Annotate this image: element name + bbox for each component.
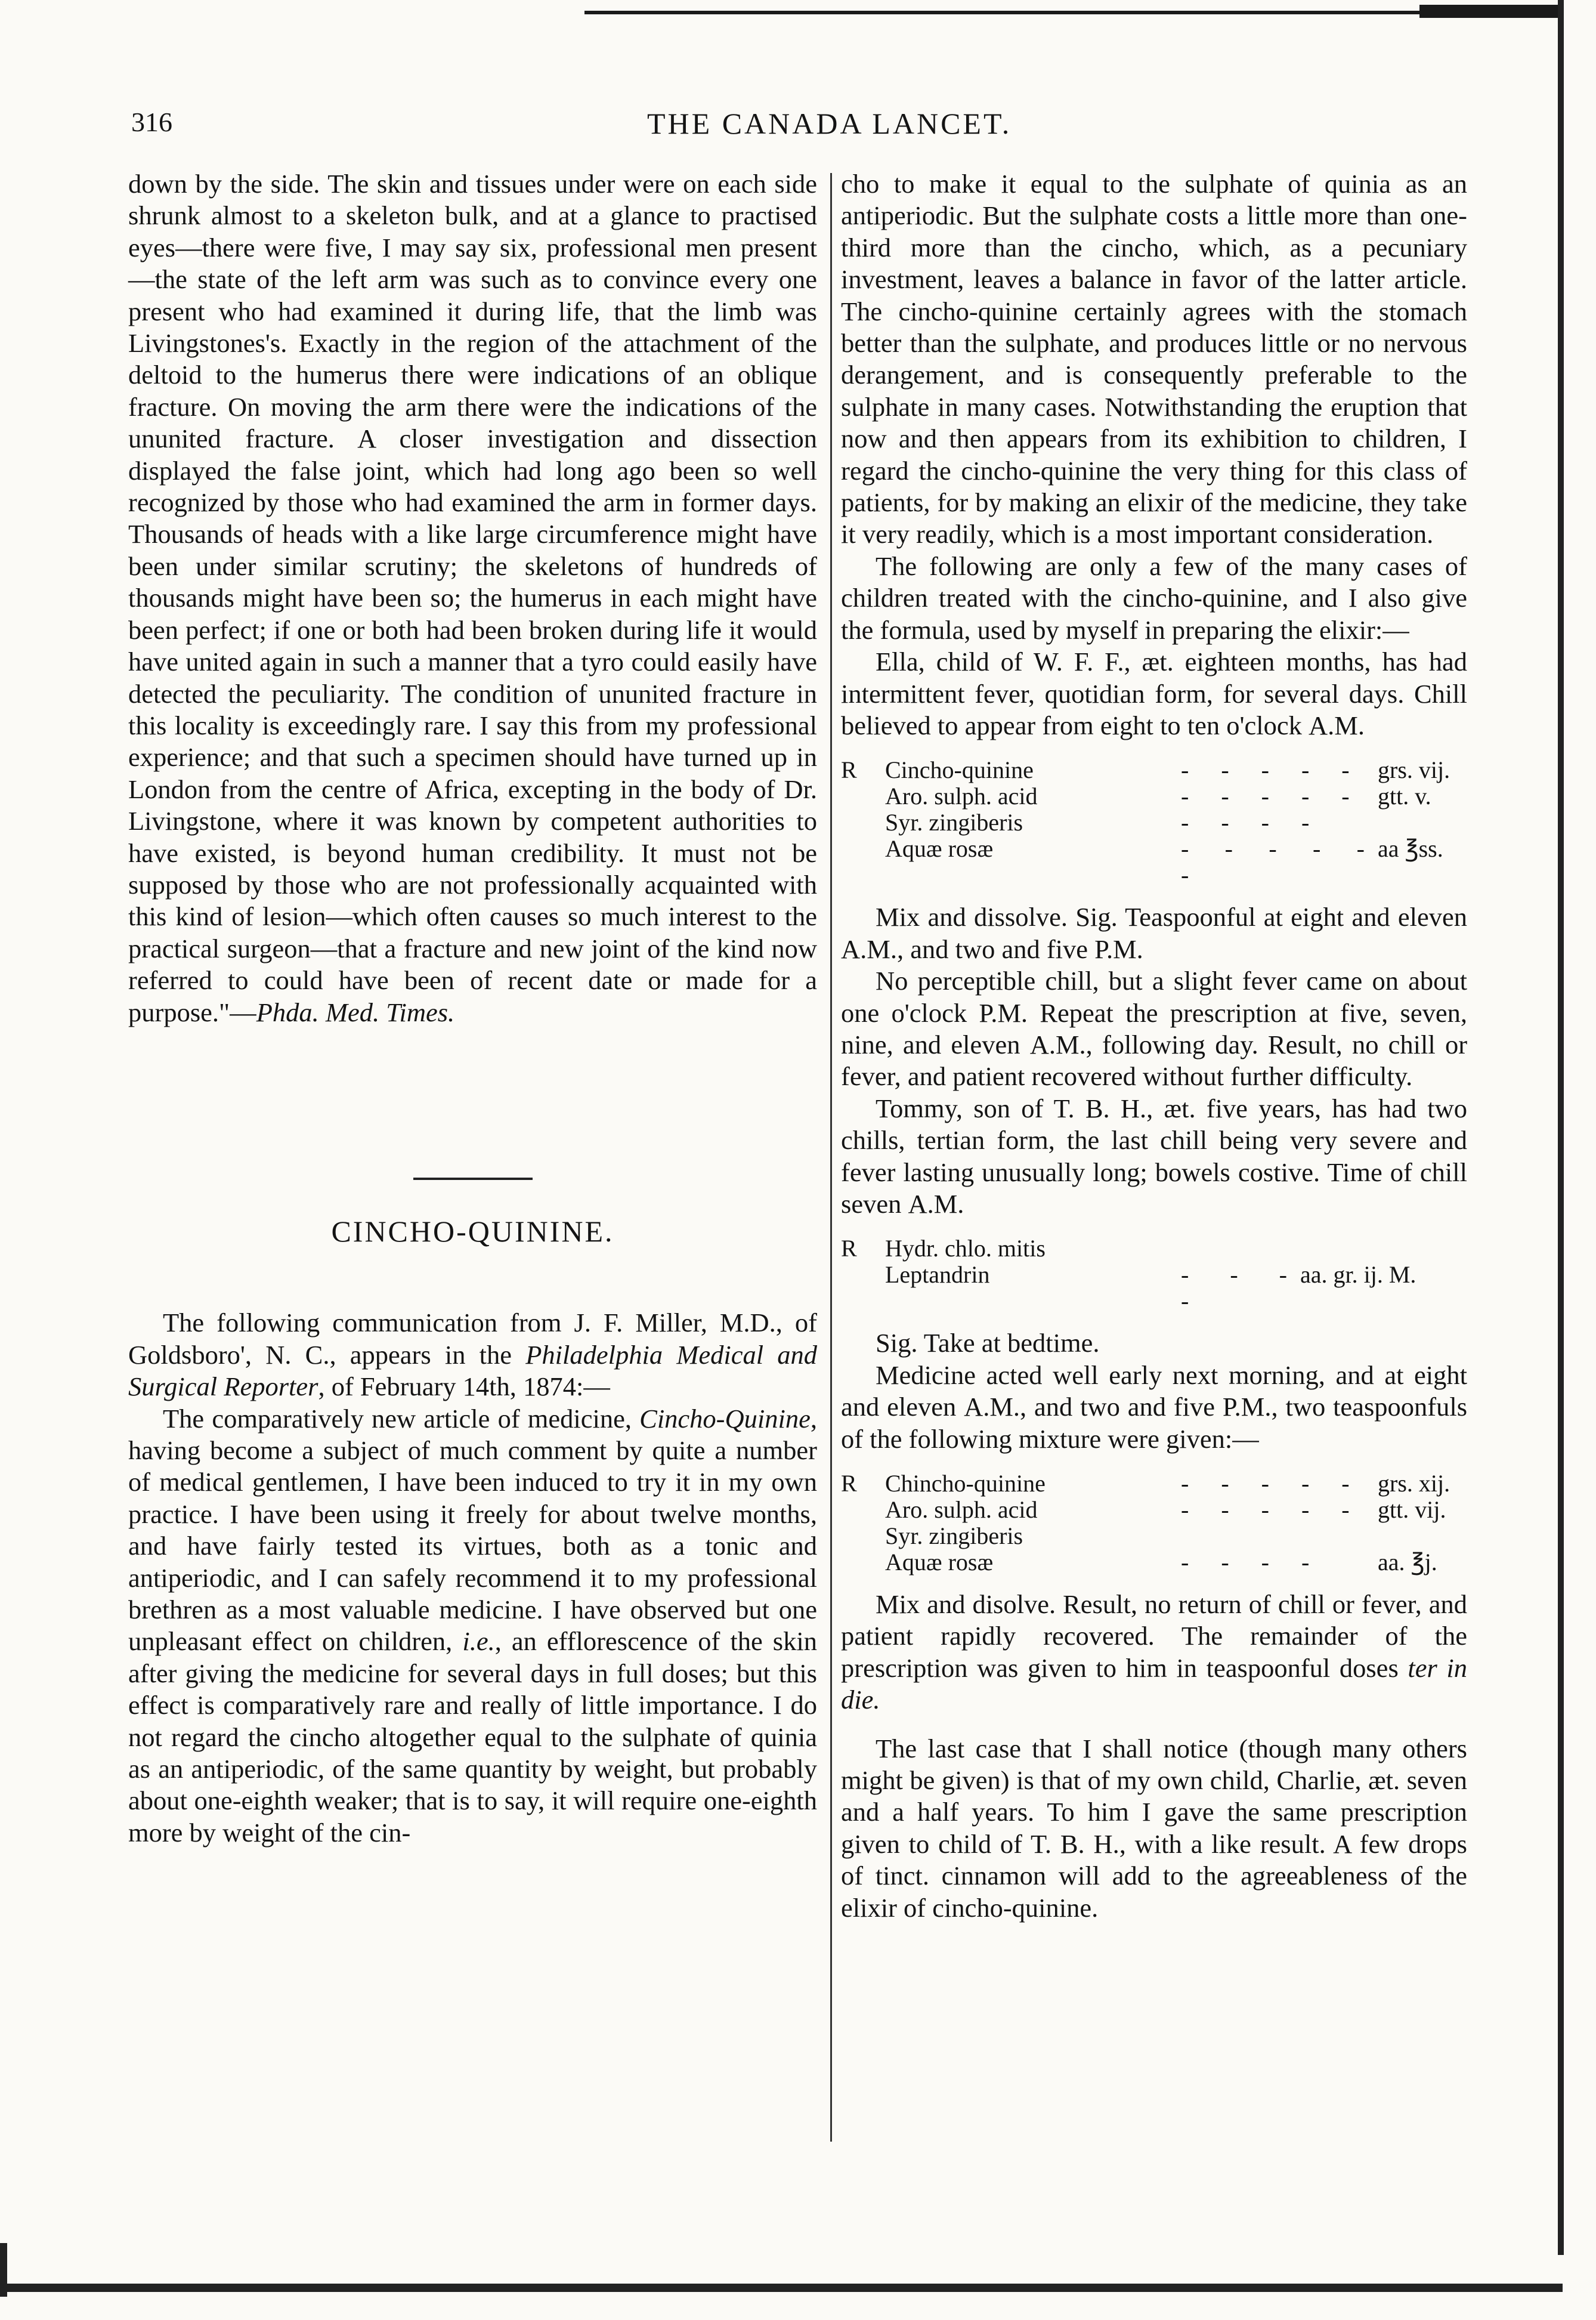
closing-paragraph: The last case that I shall notice (though many others might be given) is that of my own child, Charlie, æt. seven and a half years. To him I gave the same prescription given to child of T. B. H., with a like result. A few drops of tinct. cinnamon will add to the agreeableness of the elixir of cincho-quinine.: [841, 1733, 1467, 1923]
section-title: CINCHO-QUININE.: [331, 1214, 614, 1248]
source-citation: Phda. Med. Times.: [256, 997, 455, 1027]
prescription-row: R Cincho-quinine - - - - - grs. vij.: [841, 756, 1450, 784]
body-paragraph: The comparatively new article of medicine, Cincho-Quinine, having become a subject of much comment by quite a number of medical gentlemen, I have been induced to try it in my own practice. I have been using it freely for about twelve months, and have fairly tested its virtues, both as a tonic and antiperiodic, and I can safely recommend it to my professional brethren as a most valuable medicine. I have observed but one unpleasant effect on children, i.e., an efflorescence of the skin after giving the medicine for several days in full doses; but this effect is comparatively rare and really of little importance. I do not regard the cincho altogether equal to the sulphate of quinia as an antiperiodic, of the same quantity by weight, but probably about one-eighth weaker; that is to say, it will require one-eighth more by weight of the cin-: [128, 1403, 817, 1848]
prescription-row: Leptandrin - - - - aa. gr. ij. M.: [885, 1261, 1416, 1315]
case-tommy: Tommy, son of T. B. H., æt. five years, has had two chills, tertian form, the last chill being very severe and fever lasting unusually long; bowels costive. Time of chill seven A.M.: [841, 1093, 1467, 1219]
page-number: 316: [131, 107, 172, 137]
directions-2: Sig. Take at bedtime.: [876, 1328, 1100, 1358]
cases-intro: The following are only a few of the many cases of children treated with the cincho-quinine, and I also give the formula, used by myself in preparing the elixir:—: [841, 551, 1467, 645]
intro-paragraph: The following communication from J. F. Miller, M.D., of Goldsboro', N. C., appears in the Philadelphia Medical and Surgical Reporter, of February 14th, 1874:—: [128, 1308, 818, 1402]
case-ella: Ella, child of W. F. F., æt. eighteen months, has had intermittent fever, quotidian form, for several days. Chill believed to appear from eight to ten o'clock A.M.: [841, 647, 1467, 740]
prescription-row: R Hydr. chlo. mitis: [841, 1235, 1046, 1262]
prescription-row: R Chincho-quinine - - - - - grs. xij.: [841, 1470, 1450, 1497]
prescription-row: Syr. zingiberis - - - -: [885, 809, 1323, 836]
prescription-row: Aquæ rosæ - - - - aa. ℥j.: [885, 1549, 1437, 1576]
prescription-1: [841, 757, 1467, 888]
page-edge-right: [1558, 0, 1564, 2255]
column-divider: [830, 173, 832, 2142]
medicine-term: Cincho-Quinine: [639, 1403, 811, 1434]
page-edge-bottom: [0, 2284, 1563, 2292]
left-column: [128, 168, 817, 1849]
top-rule: [584, 11, 1563, 14]
result-2: Medicine acted well early next morning, and at eight and eleven A.M., and two and five P.M., two teaspoonfuls of the following mixture were given:—: [841, 1360, 1468, 1454]
running-head: THE CANADA LANCET.: [647, 107, 1012, 140]
result-3: Mix and disolve. Result, no return of chill or fever, and patient rapidly recovered. The remainder of the prescription was given to him in teaspoonful doses ter in die.: [841, 1589, 1468, 1715]
continued-paragraph-right: cho to make it equal to the sulphate of quinia as an antiperiodic. But the sulphate costs a little more than one-third more than the cincho, which, as a pecuniary investment, leaves a balance in favor of the latter article. The cincho-quinine certainly agrees with the stomach better than the sulphate, and produces little or no nervous derangement, and is consequently preferable to the sulphate in many cases. Notwithstanding the eruption that now and then appears from its exhibition to children, I regard the cincho-quinine the very thing for this class of patients, for by making an elixir of the medicine, they take it very readily, which is a most important consideration.: [841, 169, 1467, 549]
right-column: [841, 168, 1467, 1924]
prescription-2: [841, 1235, 1467, 1314]
prescription-row: Syr. zingiberis: [885, 1522, 1023, 1549]
prescription-row: Aro. sulph. acid - - - - - gtt. v.: [885, 783, 1431, 810]
result-1: No perceptible chill, but a slight fever came on about one o'clock P.M. Repeat the prescription at five, seven, nine, and eleven A.M., following day. Result, no chill or fever, and patient recovered without further difficulty.: [841, 966, 1468, 1092]
prescription-3: [841, 1471, 1467, 1576]
top-rule-smudge: [1419, 5, 1563, 18]
page-edge-left: [0, 2243, 7, 2297]
continued-paragraph: down by the side. The skin and tissues under were on each side shrunk almost to a skeleton bulk, and at a glance to practised eyes—there were five, I may say six, professional men present—the state of the left arm was such as to convince every one present who had examined it during life, that the limb was Livingstones's. Exactly in the region of the attachment of the deltoid to the humerus there were indications of an oblique fracture. On moving the arm there were the indications of the ununited fracture. A closer investigation and dissection displayed the false joint, which had long ago been so well recognized by those who had examined the arm in former days. Thousands of heads with a like large circumference might have been under similar scrutiny; the skeletons of hundreds of thousands might have been so; the humerus in each might have been perfect; if one or both had been broken during life it would have united again in such a manner that a tyro could easily have detected the peculiarity. The condition of ununited fracture in this locality is exceedingly rare. I say this from my professional experience; and that such a specimen should have turned up in London from the centre of Africa, excepting in the body of Dr. Livingstone, where it was known by competent authorities to have existed, is beyond human credibility. It must not be supposed by those who are not professionally acquainted with this kind of lesion—which often causes so much interest to the practical surgeon—that a fracture and new joint of the kind now referred to could have been of recent date or made for a purpose."—Phda. Med. Times.: [128, 169, 817, 1027]
prescription-row: Aquæ rosæ - - - - - - aa ℥ss.: [885, 835, 1443, 889]
section-ornament: [413, 1178, 533, 1180]
directions-1: Mix and dissolve. Sig. Teaspoonful at eight and eleven A.M., and two and five P.M.: [841, 902, 1467, 964]
prescription-row: Aro. sulph. acid - - - - - gtt. vij.: [885, 1496, 1446, 1523]
journal-title: Philadelphia Medical and Surgical Reporter: [128, 1339, 818, 1402]
